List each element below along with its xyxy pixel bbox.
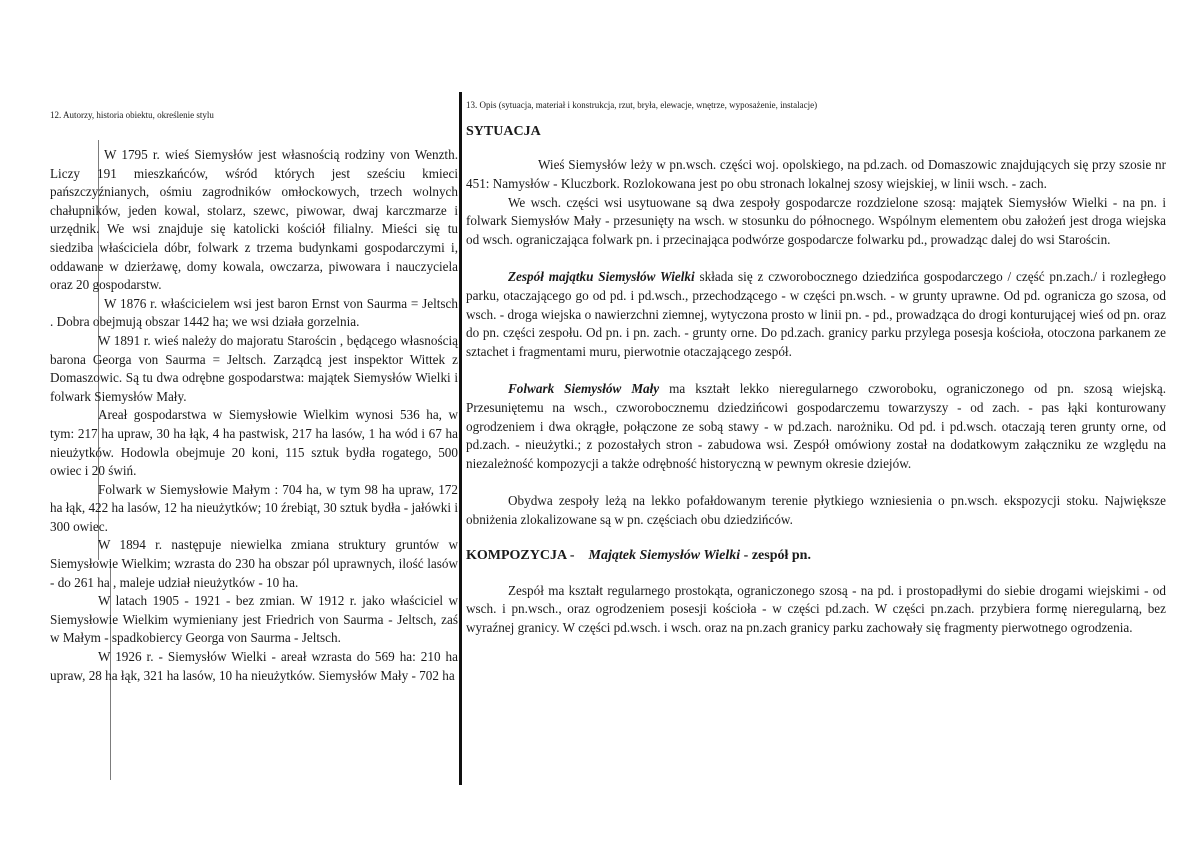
history-paragraph: W 1926 r. - Siemysłów Wielki - areał wzrasta do 569 ha: 210 ha upraw, 28 ha łąk, 321 ha lasów, 10 ha nieużytków. Siemysłów Mały - 702 ha [50,649,458,683]
history-paragraph: W 1891 r. wieś należy do majoratu Starościn , będącego własnością barona Georga von Saurma = Jeltsch. Zarządcą jest inspektor Wittek z Domaszowic. Są tu dwa odrębne gospodarstwa: majątek Siemysłów Wielki i folwark Siemysłów Mały. [50,332,458,404]
subheading-folwark: Folwark Siemysłów Mały [508,380,660,396]
description-paragraph: Zespół majątku Siemysłów Wielki składa się z czworobocznego dziedzińca gospodarczego / część pn.zach./ i rozległego parku, otaczającego go od pd. i pd.wsch., przechodzącego - w części pn.wsch. - w grunty uprawne. Od pd. ogranicza go szosa, od wsch. - droga wiejska o nawierzchni ziemnej, wytyczona prosto w linii pn. - pd., prowadząca do drogi konturującej wieś od pn. oraz do pn. części zespołu. Od pn. i pn. zach. - grunty orne. Do pd.zach. granicy parku przylega posesja kościoła, otoczona parkanem ze sztachet i fragmentami muru, pierwotnie otaczającego zespół. [466,268,1166,360]
description-paragraph: Zespół ma kształt regularnego prostokąta, ograniczonego szosą - na pd. i prostopadłymi do siebie drogami wiejskimi - od wsch. i pn.wsch., oraz ogrodzeniem posesji kościoła - w części pd.zach. W części pn.zach. przybiera formę nieregularną, bez wyraźnej granicy. W części pd.wsch. i wsch. oraz na pn.zach granicy parku zachowały się fragmenty pierwotnego ogrodzenia. [466,582,1166,636]
history-paragraph: W 1894 r. następuje niewielka zmiana struktury gruntów w Siemysłowie Wielkim; wzrasta do 230 ha obszar pól uprawnych, ilość lasów - do 261 ha , maleje udział nieużytków - 10 ha. [50,537,458,590]
description-paragraph: We wsch. części wsi usytuowane są dwa zespoły gospodarcze rozdzielone szosą: majątek Siemysłów Wielki - na pn. i folwark Siemysłów Mały - przesunięty na wsch. w stosunku do północnego. Wspólnym elementem obu założeń jest droga wiejska od wsch. ograniczająca folwark pn. i przecinająca podwórze gospodarcze folwarku pd., prowadząc dalej do wsi Starościn. [466,194,1166,248]
section-title-kompozycja: KOMPOZYCJA - Majątek Siemysłów Wielki - zespół pn. [466,547,811,563]
section-title-sytuacja: SYTUACJA [466,124,541,139]
subheading-majatek: Zespół majątku Siemysłów Wielki [508,268,695,284]
left-column [50,110,458,685]
history-paragraph: W latach 1905 - 1921 - bez zmian. W 1912 r. jako właściciel w Siemysłowie Wielkim wymieniany jest Friedrich von Saurma - Jeltsch, zaś w Małym - spadkobiercy Georga von Saurma - Jeltsch. [50,593,458,646]
description-paragraph: Obydwa zespoły leżą na lekko pofałdowanym terenie płytkiego wzniesienia o pn.wsch. ekspozycji stoku. Największe obniżenia zlokalizowane są w pn. częściach obu dziedzińców. [466,492,1166,527]
section-heading-13: 13. Opis (sytuacja, materiał i konstrukcja, rzut, bryła, elewacje, wnętrze, wyposażenie, instalacje) [466,100,818,110]
right-column [466,100,1166,638]
history-paragraph: Folwark w Siemysłowie Małym : 704 ha, w tym 98 ha upraw, 172 ha łąk, 422 ha lasów, 12 ha nieużytków; 10 źrebiąt, 30 sztuk bydła - jałówki i 300 owiec. [50,481,458,534]
column-divider [459,92,462,785]
history-paragraph: Areał gospodarstwa w Siemysłowie Wielkim wynosi 536 ha, w tym: 217 ha upraw, 30 ha łąk, 4 ha pastwisk, 217 ha lasów, 1 ha wód i 67 ha nieużytków. Hodowla obejmuje 20 koni, 115 sztuk bydła rogatego, 500 owiec i 20 świń. [50,407,458,479]
history-paragraph: W 1795 r. wieś Siemysłów jest własnością rodziny von Wenzth. Liczy 191 mieszkańców, wśród których jest sześciu kmieci pańszczyźnianych, ośmiu zagrodników omłockowych, trzech wolnych chałupników, jeden kowal, stolarz, szewc, piwowar, dwaj karczmarze i urzędnik. We wsi znajduje się katolicki kościół filialny. Mieści się tu siedziba właściciela dóbr, folwark z trzema budynkami gospodarczymi i, oddawane w dzierżawę, domy kowala, owczarza, piwowara i nauczyciela oraz 20 gospodarstw. [50,147,458,293]
history-paragraph: W 1876 r. właścicielem wsi jest baron Ernst von Saurma = Jeltsch . Dobra obejmują obszar 1442 ha; we wsi działa gorzelnia. [50,295,458,330]
section-heading-12: 12. Autorzy, historia obiektu, określenie stylu [50,110,214,120]
description-paragraph: Wieś Siemysłów leży w pn.wsch. części woj. opolskiego, na pd.zach. od Domaszowic znajdujących się przy szosie nr 451: Namysłów - Kluczbork. Rozlokowana jest po obu stronach lokalnej szosy wiejskiej, w linii wsch. - zach. [466,157,1166,191]
description-paragraph: Folwark Siemysłów Mały ma kształt lekko nieregularnego czworoboku, ograniczonego od pn. szosą wiejską. Przesuniętemu na wsch., czworobocznemu dziedzińcowi gospodarczemu towarzyszy - od zach. - pas łąki konturowany ogrodzeniem i dwa okrągłe, połączone ze sobą stawy - w pd.zach. narożniku. Od pd. i pd.wsch. otaczają teren grunty orne, od pd.zach. - nieużytki.; z pozostałych stron - zabudowa wsi. Zespół omówiony został na dodatkowym załączniku ze względu na niezależność kompozycji a także odrębność historyczną w pewnym okresie dziejów. [466,380,1166,472]
